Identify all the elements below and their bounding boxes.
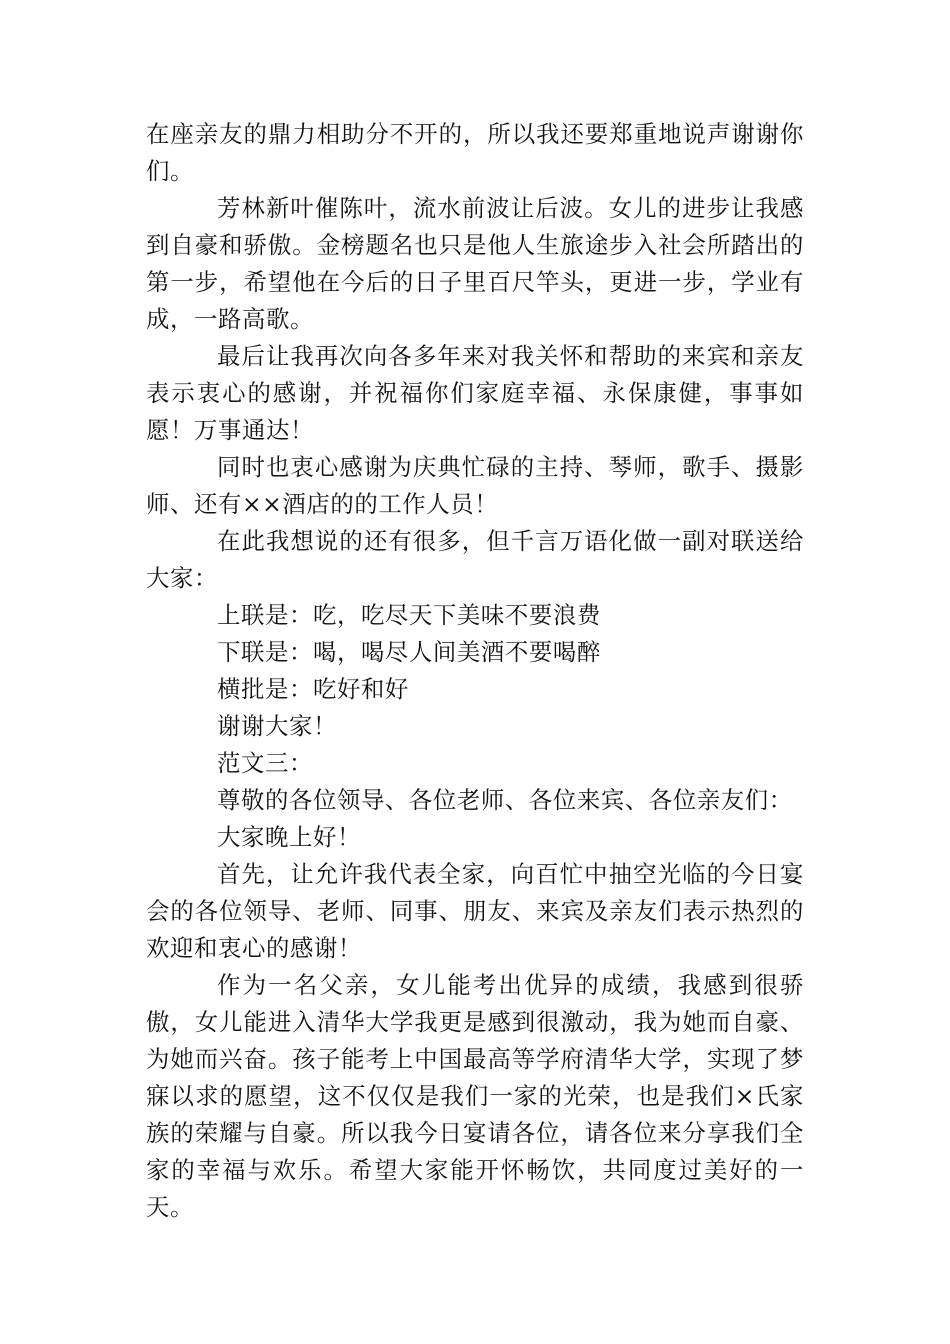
paragraph-daughter-progress: 芳林新叶催陈叶，流水前波让后波。女儿的进步让我感到自豪和骄傲。金榜题名也只是他人生旅途步入社会所踏出的第一步，希望他在今后的日子里百尺竿头，更进一步，学业有成，一路高歌。 (146, 194, 804, 333)
couplet-horizontal-scroll: 横批是：吃好和好 (217, 675, 409, 703)
paragraph-father-pride: 作为一名父亲，女儿能考出优异的成绩，我感到很骄傲，女儿能进入清华大学我更是感到很激动，我为她而自豪、为她而兴奋。孩子能考上中国最高等学府清华大学，实现了梦寐以求的愿望，这不仅仅是我们一家的光荣，也是我们×氏家族的荣耀与自豪。所以我今日宴请各位，请各位来分享我们全家的幸福与欢乐。希望大家能开怀畅饮，共同度过美好的一天。 (146, 971, 804, 1221)
document-body (146, 116, 804, 1226)
couplet-first-line: 上联是：吃，吃尽天下美味不要浪费 (217, 601, 601, 629)
paragraph-final-thanks: 最后让我再次向各多年来对我关怀和帮助的来宾和亲友表示衷心的感谢，并祝福你们家庭幸福、永保康健，事事如愿！万事通达！ (146, 342, 804, 444)
paragraph-welcome: 首先，让允许我代表全家，向百忙中抽空光临的今日宴会的各位领导、老师、同事、朋友、来宾及亲友们表示热烈的欢迎和衷心的感谢！ (146, 860, 804, 962)
salutation: 尊敬的各位领导、各位老师、各位来宾、各位亲友们： (217, 786, 793, 814)
paragraph-closing-thanks: 在座亲友的鼎力相助分不开的，所以我还要郑重地说声谢谢你们。 (146, 120, 804, 185)
paragraph-thank-you: 谢谢大家！ (217, 712, 337, 740)
couplet-second-line: 下联是：喝，喝尽人间美酒不要喝醉 (217, 638, 601, 666)
paragraph-staff-thanks: 同时也衷心感谢为庆典忙碌的主持、琴师，歌手、摄影师、还有××酒店的的工作人员！ (146, 453, 804, 518)
greeting: 大家晚上好！ (217, 823, 361, 851)
paragraph-couplet-intro: 在此我想说的还有很多，但千言万语化做一副对联送给大家： (146, 527, 804, 592)
section-heading-sample-three: 范文三： (217, 749, 313, 777)
